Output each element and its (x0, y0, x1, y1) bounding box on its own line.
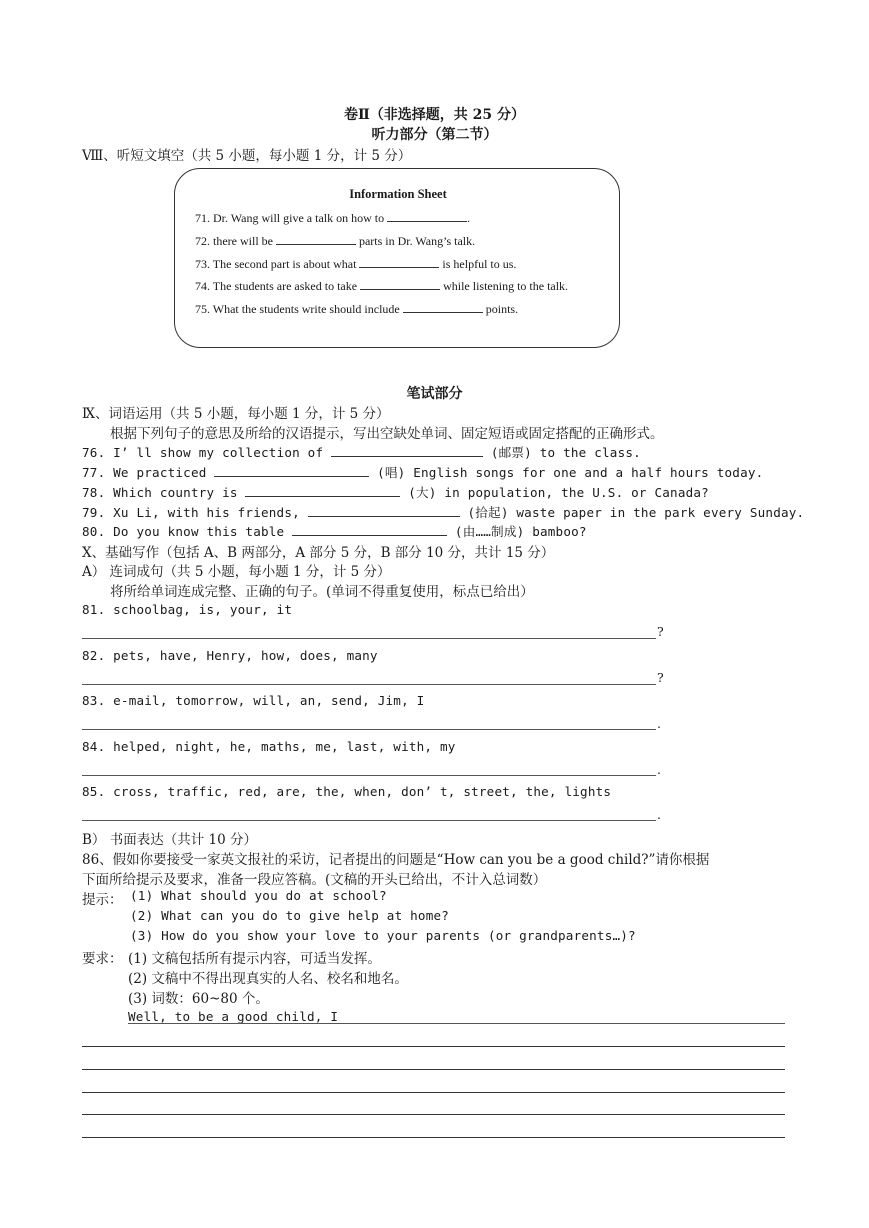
item-82-answer-line[interactable] (82, 684, 656, 685)
item-77-after: (唱) English songs for one and a half hours today. (369, 465, 764, 480)
item-76-blank[interactable] (331, 444, 483, 457)
item-85-end: . (657, 807, 661, 822)
item-85-answer-line[interactable] (82, 820, 656, 821)
item-80-blank[interactable] (292, 523, 447, 536)
writing-line-2[interactable] (82, 1046, 785, 1047)
requirements-label: 要求： (82, 951, 123, 967)
hint-3: (3) How do you show your love to your parents (or grandparents…)? (130, 928, 636, 943)
item-82-end: ? (657, 670, 664, 685)
item-76-text: 76. I’ ll show my collection of (82, 445, 332, 460)
item-72-blank[interactable] (276, 232, 356, 245)
listening-title: 听力部分（第二节） (371, 127, 498, 143)
item-71 (195, 209, 470, 226)
item-73 (195, 255, 516, 272)
item-79-after: (拾起) waste paper in the park every Sunday. (459, 505, 805, 520)
requirement-1: (1) 文稿包括所有提示内容，可适当发挥。 (128, 951, 381, 967)
item-84-end: . (657, 762, 661, 777)
item-71-after: . (467, 211, 471, 225)
section10-heading: Ⅹ、基础写作（包括 A、B 两部分，A 部分 5 分，B 部分 10 分，共计 15 分） (82, 545, 555, 561)
volume-title: 卷Ⅱ（非选择题，共 25 分） (343, 107, 526, 123)
info-sheet-title: Information Sheet (349, 187, 447, 201)
item-82-words: 82. pets, have, Henry, how, does, many (82, 648, 378, 663)
item-77 (82, 462, 763, 481)
item-73-text: 73. The second part is about what (195, 257, 360, 271)
item-74-after: while listening to the talk. (440, 279, 569, 293)
requirement-2: (2) 文稿中不得出现真实的人名、校名和地名。 (128, 971, 408, 987)
item-75-text: 75. What the students write should include (195, 302, 403, 316)
item-79 (82, 502, 804, 521)
item-73-after: is helpful to us. (439, 257, 517, 271)
item-75-after: points. (482, 302, 519, 316)
hints-label: 提示： (82, 892, 123, 908)
writing-line-1[interactable] (128, 1023, 785, 1024)
item-72 (195, 232, 475, 249)
hint-1: (1) What should you do at school? (130, 888, 387, 903)
item-71-blank[interactable] (387, 209, 467, 222)
writing-line-5[interactable] (82, 1114, 785, 1115)
item-85-words: 85. cross, traffic, red, are, the, when, don’ t, street, the, lights (82, 784, 612, 799)
item-73-blank[interactable] (359, 255, 439, 268)
item-79-blank[interactable] (308, 504, 460, 517)
item-83-end: . (657, 716, 661, 731)
section8-heading: Ⅷ、听短文填空（共 5 小题，每小题 1 分，计 5 分） (82, 148, 412, 164)
item-78-text: 78. Which country is (82, 485, 246, 500)
requirement-3: (3) 词数：60~80 个。 (128, 991, 269, 1007)
item-78-after: (大) in population, the U.S. or Canada? (400, 485, 709, 500)
item-80-text: 80. Do you know this table (82, 524, 293, 539)
item-78 (82, 482, 709, 501)
item-71-text: 71. Dr. Wang will give a talk on how to (195, 211, 388, 225)
q86-prompt-line1: 86、假如你要接受一家英文报社的采访，记者提出的问题是“How can you be a good child?”请你根据 (82, 852, 710, 868)
item-74-blank[interactable] (360, 277, 440, 290)
item-83-answer-line[interactable] (82, 729, 656, 730)
section9-heading: Ⅸ、词语运用（共 5 小题，每小题 1 分，计 5 分） (82, 406, 390, 422)
item-72-text: 72. there will be (195, 234, 276, 248)
item-77-blank[interactable] (214, 464, 369, 477)
partB-heading: B） 书面表达（共计 10 分） (82, 832, 257, 848)
item-83-words: 83. e-mail, tomorrow, will, an, send, Jim, I (82, 693, 425, 708)
hint-2: (2) What can you do to give help at home? (130, 908, 450, 923)
item-81-answer-line[interactable] (82, 638, 656, 639)
essay-starter: Well, to be a good child, I (128, 1009, 339, 1024)
q86-prompt-line2: 下面所给提示及要求，准备一段应答稿。(文稿的开头已给出，不计入总词数） (82, 872, 547, 888)
writing-line-4[interactable] (82, 1092, 785, 1093)
item-80 (82, 521, 587, 540)
item-77-text: 77. We practiced (82, 465, 215, 480)
item-81-end: ? (657, 624, 664, 639)
item-80-after: (由……制成) bamboo? (447, 524, 587, 539)
item-74-text: 74. The students are asked to take (195, 279, 361, 293)
item-84-words: 84. helped, night, he, maths, me, last, with, my (82, 739, 456, 754)
item-81-words: 81. schoolbag, is, your, it (82, 602, 293, 617)
item-76 (82, 442, 641, 461)
item-72-after: parts in Dr. Wang’s talk. (355, 234, 476, 248)
partA-instruction: 将所给单词连成完整、正确的句子。(单词不得重复使用，标点已给出） (110, 584, 534, 600)
item-78-blank[interactable] (245, 484, 400, 497)
partA-heading: A） 连词成句（共 5 小题，每小题 1 分，计 5 分） (82, 564, 391, 580)
information-sheet-box (174, 168, 620, 348)
writing-line-6[interactable] (82, 1137, 785, 1138)
written-title: 笔试部分 (406, 386, 463, 402)
item-74 (195, 277, 568, 294)
item-79-text: 79. Xu Li, with his friends, (82, 505, 308, 520)
item-84-answer-line[interactable] (82, 775, 656, 776)
writing-line-3[interactable] (82, 1069, 785, 1070)
item-76-after: (邮票) to the class. (483, 445, 641, 460)
section9-instruction: 根据下列句子的意思及所给的汉语提示，写出空缺处单词、固定短语或固定搭配的正确形式。 (110, 426, 664, 442)
item-75 (195, 300, 518, 317)
item-75-blank[interactable] (403, 300, 483, 313)
